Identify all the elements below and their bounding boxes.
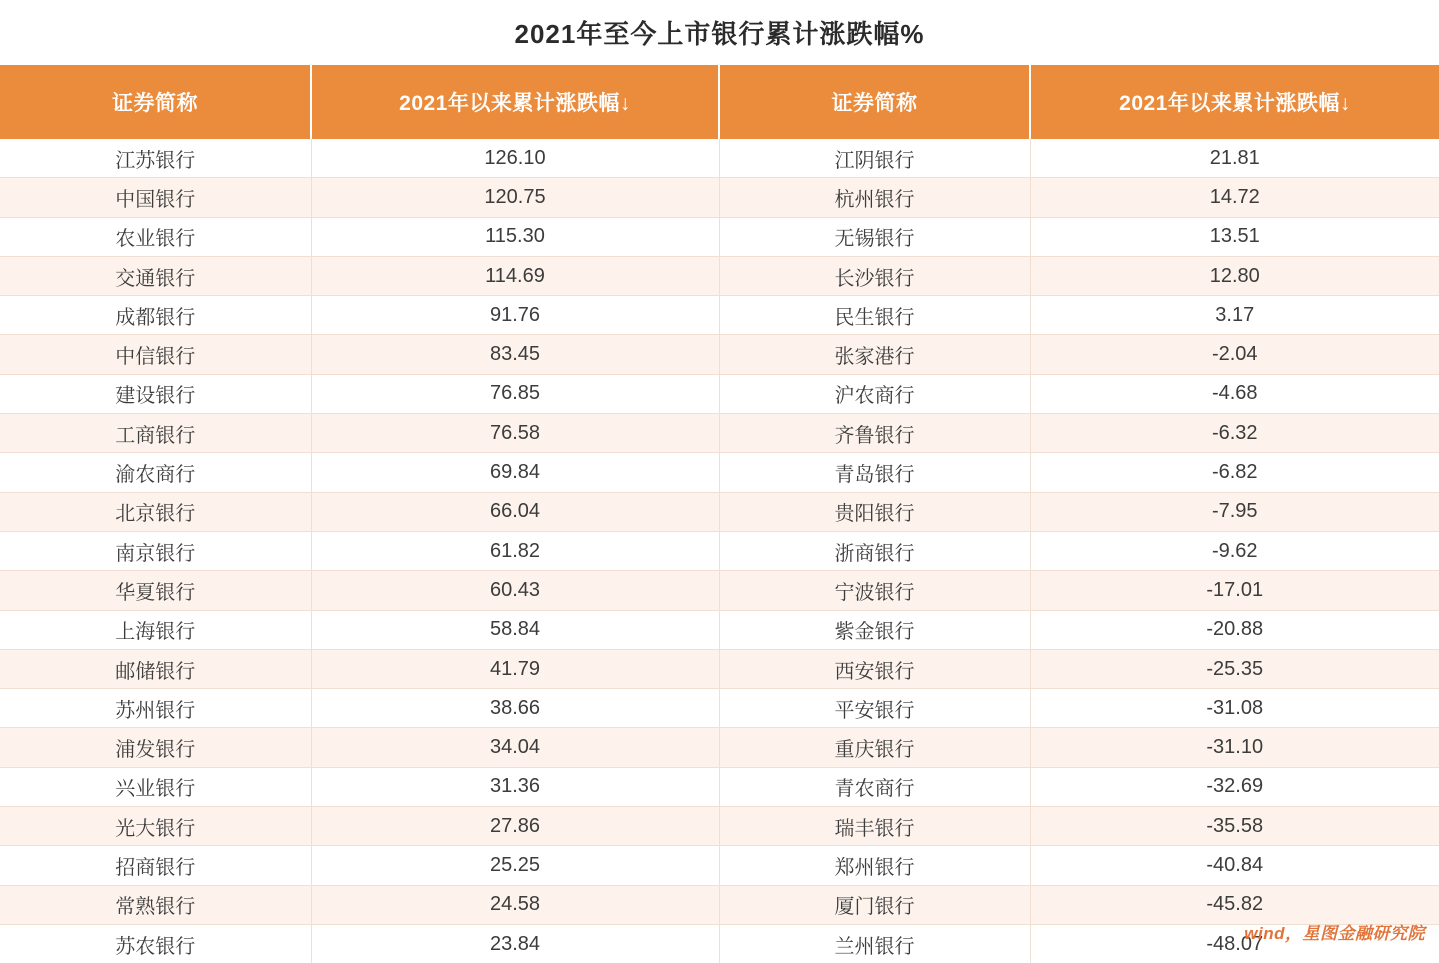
cell-change-right: -48.07 xyxy=(1030,924,1439,963)
cell-change-right: -32.69 xyxy=(1030,767,1439,806)
cell-security-left: 中信银行 xyxy=(0,335,311,374)
table-row xyxy=(0,492,1439,531)
cell-security-left: 成都银行 xyxy=(0,296,311,335)
table-row xyxy=(0,728,1439,767)
table-header xyxy=(0,65,1439,139)
cell-change-left: 41.79 xyxy=(311,649,719,688)
table-row xyxy=(0,807,1439,846)
cell-change-right: -6.82 xyxy=(1030,453,1439,492)
cell-change-right: -6.32 xyxy=(1030,414,1439,453)
cell-change-right: -25.35 xyxy=(1030,649,1439,688)
cell-security-left: 上海银行 xyxy=(0,610,311,649)
table-row xyxy=(0,689,1439,728)
cell-security-left: 渝农商行 xyxy=(0,453,311,492)
column-header-security-name-right: 证券简称 xyxy=(719,65,1030,139)
cell-security-right: 贵阳银行 xyxy=(719,492,1030,531)
cell-security-left: 工商银行 xyxy=(0,414,311,453)
cell-change-left: 120.75 xyxy=(311,178,719,217)
table-row xyxy=(0,296,1439,335)
table-row xyxy=(0,178,1439,217)
table-body xyxy=(0,139,1439,963)
cell-security-right: 江阴银行 xyxy=(719,139,1030,178)
cell-change-right: 12.80 xyxy=(1030,256,1439,295)
cell-change-left: 23.84 xyxy=(311,924,719,963)
cell-change-left: 76.58 xyxy=(311,414,719,453)
cell-change-right: -35.58 xyxy=(1030,807,1439,846)
cell-change-right: -20.88 xyxy=(1030,610,1439,649)
cell-change-right: 14.72 xyxy=(1030,178,1439,217)
cell-change-left: 27.86 xyxy=(311,807,719,846)
table-row xyxy=(0,531,1439,570)
cell-change-right: -9.62 xyxy=(1030,531,1439,570)
cell-change-left: 91.76 xyxy=(311,296,719,335)
cell-change-right: -17.01 xyxy=(1030,571,1439,610)
page-title: 2021年至今上市银行累计涨跌幅% xyxy=(514,19,925,49)
cell-change-left: 31.36 xyxy=(311,767,719,806)
cell-security-left: 江苏银行 xyxy=(0,139,311,178)
cell-security-left: 招商银行 xyxy=(0,846,311,885)
cell-security-right: 紫金银行 xyxy=(719,610,1030,649)
cell-change-left: 66.04 xyxy=(311,492,719,531)
cell-change-left: 38.66 xyxy=(311,689,719,728)
cell-change-left: 58.84 xyxy=(311,610,719,649)
table-row xyxy=(0,924,1439,963)
cell-security-right: 厦门银行 xyxy=(719,885,1030,924)
cell-change-right: 21.81 xyxy=(1030,139,1439,178)
cell-change-right: -2.04 xyxy=(1030,335,1439,374)
cell-security-right: 西安银行 xyxy=(719,649,1030,688)
cell-security-right: 重庆银行 xyxy=(719,728,1030,767)
header-row xyxy=(0,65,1439,139)
cell-change-right: 3.17 xyxy=(1030,296,1439,335)
cell-security-right: 青农商行 xyxy=(719,767,1030,806)
cell-security-right: 长沙银行 xyxy=(719,256,1030,295)
table-row xyxy=(0,846,1439,885)
table-row xyxy=(0,256,1439,295)
column-header-change-left: 2021年以来累计涨跌幅↓ xyxy=(311,65,719,139)
cell-change-left: 69.84 xyxy=(311,453,719,492)
cell-change-right: -4.68 xyxy=(1030,374,1439,413)
cell-change-left: 126.10 xyxy=(311,139,719,178)
cell-change-right: 13.51 xyxy=(1030,217,1439,256)
table-row xyxy=(0,453,1439,492)
table-row xyxy=(0,767,1439,806)
cell-security-right: 民生银行 xyxy=(719,296,1030,335)
cell-security-left: 建设银行 xyxy=(0,374,311,413)
cell-security-left: 邮储银行 xyxy=(0,649,311,688)
cell-change-left: 114.69 xyxy=(311,256,719,295)
cell-change-left: 25.25 xyxy=(311,846,719,885)
cell-change-right: -31.10 xyxy=(1030,728,1439,767)
cell-change-left: 24.58 xyxy=(311,885,719,924)
cell-security-right: 郑州银行 xyxy=(719,846,1030,885)
cell-security-right: 青岛银行 xyxy=(719,453,1030,492)
table-row xyxy=(0,139,1439,178)
cell-change-right: -7.95 xyxy=(1030,492,1439,531)
cell-change-left: 60.43 xyxy=(311,571,719,610)
cell-security-left: 南京银行 xyxy=(0,531,311,570)
column-header-change-right: 2021年以来累计涨跌幅↓ xyxy=(1030,65,1439,139)
cell-security-left: 苏农银行 xyxy=(0,924,311,963)
cell-security-left: 中国银行 xyxy=(0,178,311,217)
table-row xyxy=(0,885,1439,924)
cell-security-left: 光大银行 xyxy=(0,807,311,846)
cell-security-right: 无锡银行 xyxy=(719,217,1030,256)
cell-security-right: 张家港行 xyxy=(719,335,1030,374)
column-header-security-name-left: 证券简称 xyxy=(0,65,311,139)
cell-change-left: 76.85 xyxy=(311,374,719,413)
table-row xyxy=(0,571,1439,610)
cell-change-left: 34.04 xyxy=(311,728,719,767)
cell-security-right: 兰州银行 xyxy=(719,924,1030,963)
cell-security-left: 苏州银行 xyxy=(0,689,311,728)
source-credit: wind，星图金融研究院 xyxy=(1244,924,1425,943)
cell-change-right: -45.82 xyxy=(1030,885,1439,924)
cell-security-left: 浦发银行 xyxy=(0,728,311,767)
cell-change-left: 115.30 xyxy=(311,217,719,256)
cell-security-right: 浙商银行 xyxy=(719,531,1030,570)
cell-security-right: 沪农商行 xyxy=(719,374,1030,413)
cell-security-right: 杭州银行 xyxy=(719,178,1030,217)
cell-security-left: 交通银行 xyxy=(0,256,311,295)
cell-security-left: 华夏银行 xyxy=(0,571,311,610)
table-row xyxy=(0,335,1439,374)
cell-security-left: 常熟银行 xyxy=(0,885,311,924)
cell-security-right: 平安银行 xyxy=(719,689,1030,728)
cell-security-right: 齐鲁银行 xyxy=(719,414,1030,453)
cell-security-left: 北京银行 xyxy=(0,492,311,531)
cell-change-left: 61.82 xyxy=(311,531,719,570)
cell-security-left: 兴业银行 xyxy=(0,767,311,806)
table-row xyxy=(0,217,1439,256)
table-row xyxy=(0,649,1439,688)
cell-security-left: 农业银行 xyxy=(0,217,311,256)
cell-security-right: 宁波银行 xyxy=(719,571,1030,610)
table-row xyxy=(0,374,1439,413)
cell-security-right: 瑞丰银行 xyxy=(719,807,1030,846)
bank-performance-table xyxy=(0,65,1439,963)
cell-change-left: 83.45 xyxy=(311,335,719,374)
cell-change-right: -31.08 xyxy=(1030,689,1439,728)
cell-change-right: -40.84 xyxy=(1030,846,1439,885)
table-row xyxy=(0,414,1439,453)
table-row xyxy=(0,610,1439,649)
